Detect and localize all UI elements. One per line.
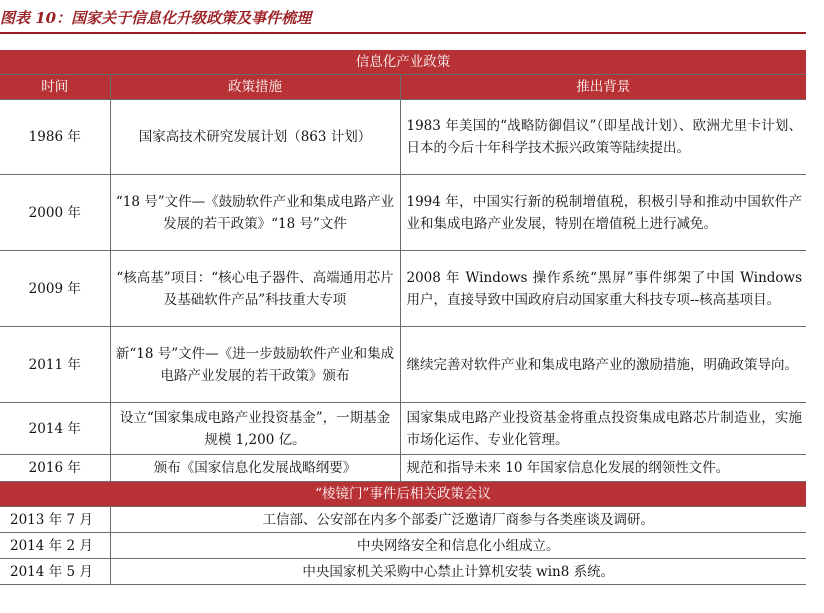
section-heading-prism-events: “棱镜门”事件后相关政策会议 bbox=[0, 482, 806, 507]
event-text: 工信部、公安部在内多个部委广泛邀请厂商参与各类座谈及调研。 bbox=[110, 507, 806, 533]
event-date: 2014 年 5 月 bbox=[0, 559, 110, 585]
row-background: 继续完善对软件产业和集成电路产业的激励措施，明确政策导向。 bbox=[400, 327, 806, 403]
event-date: 2013 年 7 月 bbox=[0, 507, 110, 533]
column-header-measure: 政策措施 bbox=[110, 75, 400, 100]
table-row bbox=[0, 455, 806, 482]
table-row bbox=[0, 251, 806, 327]
row-measure: 国家高技术研究发展计划（863 计划） bbox=[110, 100, 400, 175]
policy-table bbox=[0, 50, 806, 585]
row-measure: 新“18 号”文件—《进一步鼓励软件产业和集成电路产业发展的若干政策》颁布 bbox=[110, 327, 400, 403]
row-measure: “核高基”项目：“核心电子器件、高端通用芯片及基础软件产品”科技重大专项 bbox=[110, 251, 400, 327]
table-row bbox=[0, 559, 806, 585]
column-header-background: 推出背景 bbox=[400, 75, 806, 100]
table-row bbox=[0, 100, 806, 175]
row-background: 1994 年，中国实行新的税制增值税，积极引导和推动中国软件产业和集成电路产业发展，特别在增值税上进行减免。 bbox=[400, 175, 806, 251]
event-date: 2014 年 2 月 bbox=[0, 533, 110, 559]
title-rule bbox=[0, 32, 806, 34]
table-row bbox=[0, 327, 806, 403]
table-row bbox=[0, 533, 806, 559]
chart-title: 图表 10：国家关于信息化升级政策及事件梳理 bbox=[0, 9, 312, 27]
row-year: 2011 年 bbox=[0, 327, 110, 403]
section-heading-policies: 信息化产业政策 bbox=[0, 50, 806, 75]
table-row bbox=[0, 507, 806, 533]
row-year: 2000 年 bbox=[0, 175, 110, 251]
row-measure: 设立“国家集成电路产业投资基金”，一期基金规模 1,200 亿。 bbox=[110, 403, 400, 455]
row-measure: 颁布《国家信息化发展战略纲要》 bbox=[110, 455, 400, 482]
event-text: 中央网络安全和信息化小组成立。 bbox=[110, 533, 806, 559]
table-row bbox=[0, 403, 806, 455]
row-measure: “18 号”文件—《鼓励软件产业和集成电路产业发展的若干政策》“18 号”文件 bbox=[110, 175, 400, 251]
row-background: 1983 年美国的“战略防御倡议”（即星战计划）、欧洲尤里卡计划、日本的今后十年科学技术振兴政策等陆续提出。 bbox=[400, 100, 806, 175]
column-header-time: 时间 bbox=[0, 75, 110, 100]
row-background: 国家集成电路产业投资基金将重点投资集成电路芯片制造业，实施市场化运作、专业化管理。 bbox=[400, 403, 806, 455]
row-background: 规范和指导未来 10 年国家信息化发展的纲领性文件。 bbox=[400, 455, 806, 482]
row-year: 1986 年 bbox=[0, 100, 110, 175]
row-year: 2009 年 bbox=[0, 251, 110, 327]
event-text: 中央国家机关采购中心禁止计算机安装 win8 系统。 bbox=[110, 559, 806, 585]
row-year: 2014 年 bbox=[0, 403, 110, 455]
row-year: 2016 年 bbox=[0, 455, 110, 482]
row-background: 2008 年 Windows 操作系统“黑屏”事件绑架了中国 Windows 用户，直接导致中国政府启动国家重大科技专项--核高基项目。 bbox=[400, 251, 806, 327]
table-row bbox=[0, 175, 806, 251]
